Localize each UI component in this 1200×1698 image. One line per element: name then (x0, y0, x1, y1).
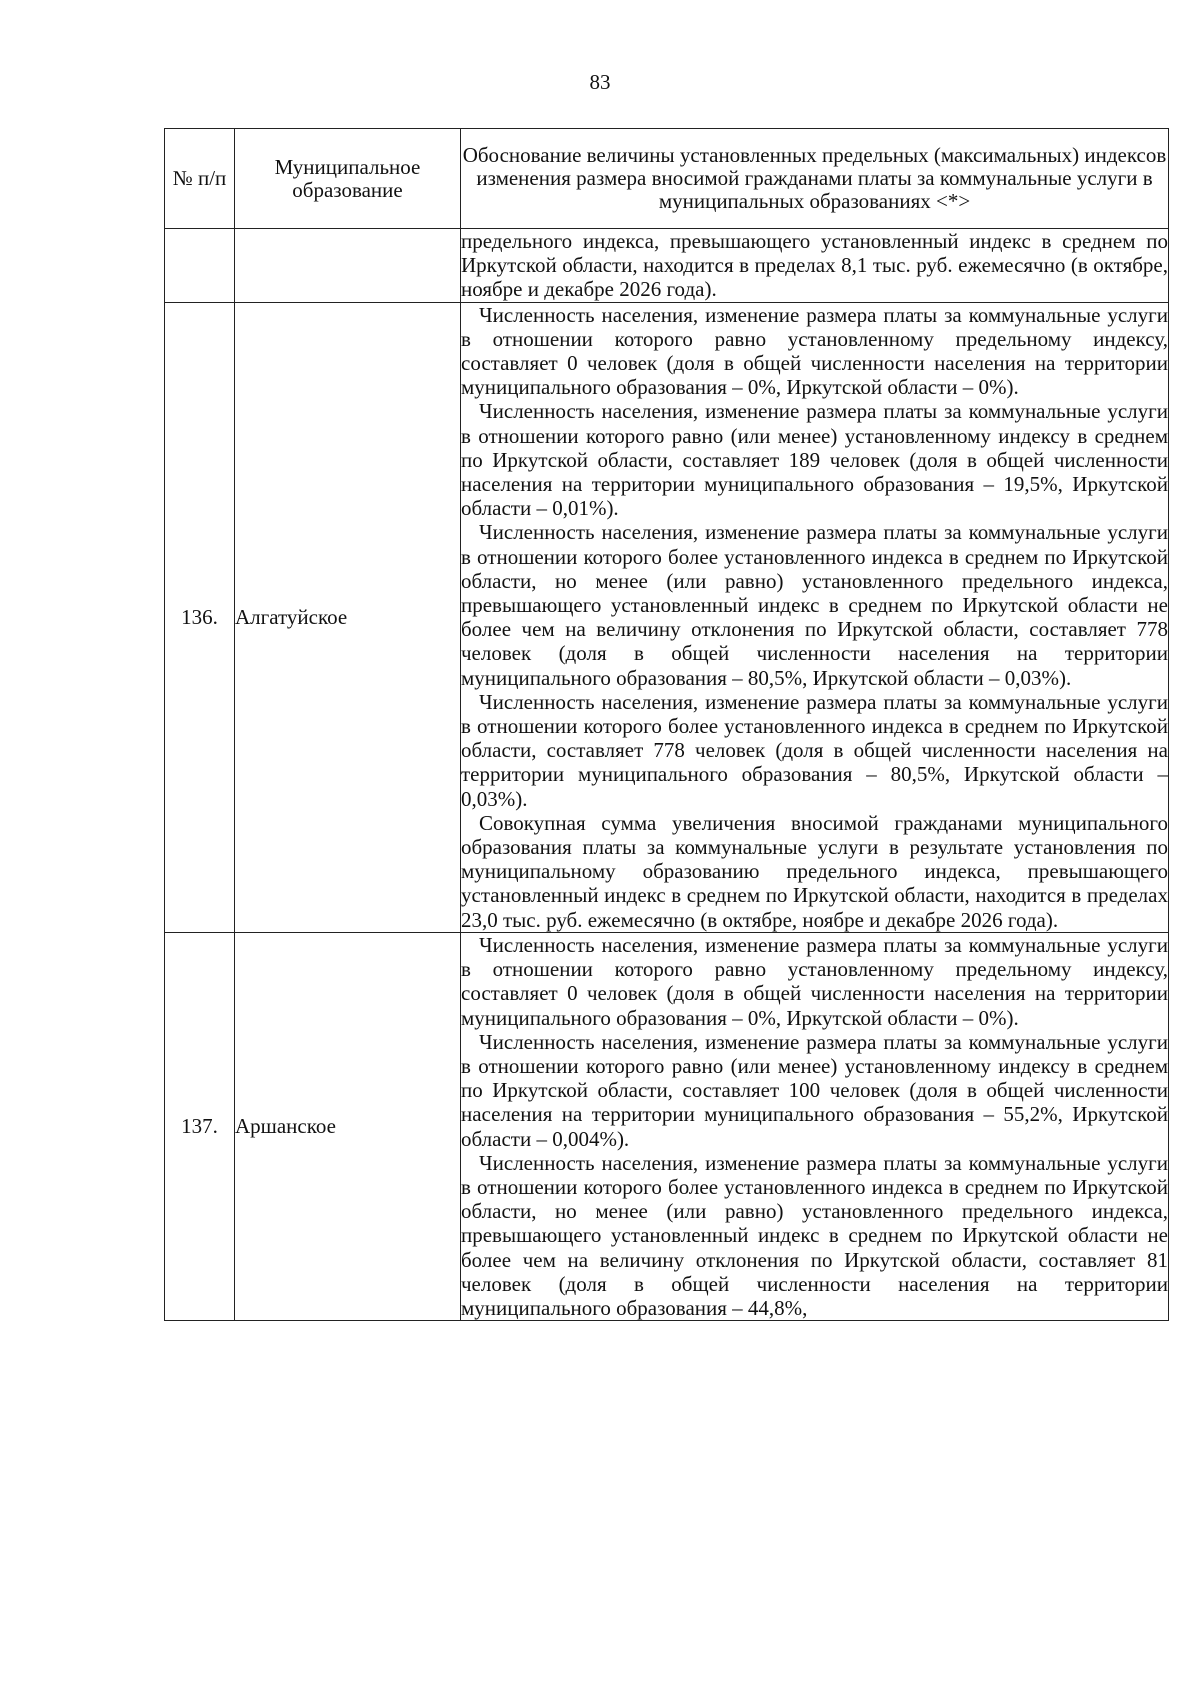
justification-paragraph: Численность населения, изменение размера платы за коммунальные услуги в отношении которого более установленного индекса в среднем по Иркутской области, составляет 778 человек (доля в общей численности населения на территории муниципального образования – 80,5%, Иркутской области – 0,03%). (461, 689, 1168, 811)
row-justification (461, 932, 1169, 1320)
row-municipality: Аршанское (235, 932, 461, 1320)
page-number: 83 (589, 70, 611, 94)
justification-table (164, 128, 1169, 1321)
table-row (165, 932, 1169, 1320)
justification-paragraph: Численность населения, изменение размера платы за коммунальные услуги в отношении которого равно (или менее) установленному индексу в среднем по Иркутской области, составляет 100 человек (доля в общей численности населения на территории муниципального образования – 55,2%, Иркутской области – 0,004%). (461, 1029, 1168, 1151)
column-header-justification: Обоснование величины установленных предельных (максимальных) индексов изменения размера вносимой гражданами платы за коммунальные услуги в муниципальных образованиях <*> (461, 129, 1169, 229)
column-header-municipality: Муниципальное образование (235, 129, 461, 229)
row-municipality (235, 229, 461, 303)
justification-paragraph: Численность населения, изменение размера платы за коммунальные услуги в отношении которого более установленного индекса в среднем по Иркутской области, но менее (или равно) установленного предельного индекса, превышающего установленный индекс в среднем по Иркутской области не более чем на величину отклонения по Иркутской области, составляет 81 человек (доля в общей численности населения на территории муниципального образования – 44,8%, (461, 1150, 1168, 1320)
justification-paragraph: Численность населения, изменение размера платы за коммунальные услуги в отношении которого равно установленному предельному индексу, составляет 0 человек (доля в общей численности населения на территории муниципального образования – 0%, Иркутской области – 0%). (461, 302, 1168, 400)
table-row (165, 302, 1169, 932)
row-justification (461, 302, 1169, 932)
column-header-number: № п/п (165, 129, 235, 229)
justification-paragraph: Совокупная сумма увеличения вносимой гражданами муниципального образования платы за коммунальные услуги в результате установления по муниципальному образованию предельного индекса, превышающего установленный индекс в среднем по Иркутской области, находится в пределах 23,0 тыс. руб. ежемесячно (в октябре, ноябре и декабре 2026 года). (461, 810, 1168, 932)
justification-paragraph: предельного индекса, превышающего установленный индекс в среднем по Иркутской области, находится в пределах 8,1 тыс. руб. ежемесячно (в октябре, ноябре и декабре 2026 года). (461, 229, 1168, 302)
justification-paragraph: Численность населения, изменение размера платы за коммунальные услуги в отношении которого равно (или менее) установленному индексу в среднем по Иркутской области, составляет 189 человек (доля в общей численности населения на территории муниципального образования – 19,5%, Иркутской области – 0,01%). (461, 399, 1168, 521)
justification-paragraph: Численность населения, изменение размера платы за коммунальные услуги в отношении которого равно установленному предельному индексу, составляет 0 человек (доля в общей численности населения на территории муниципального образования – 0%, Иркутской области – 0%). (461, 932, 1168, 1030)
justification-paragraph: Численность населения, изменение размера платы за коммунальные услуги в отношении которого более установленного индекса в среднем по Иркутской области, но менее (или равно) установленного предельного индекса, превышающего установленный индекс в среднем по Иркутской области не более чем на величину отклонения по Иркутской области, составляет 778 человек (доля в общей численности населения на территории муниципального образования – 80,5%, Иркутской области – 0,03%). (461, 520, 1168, 690)
row-number: 136. (165, 302, 235, 932)
row-number: 137. (165, 932, 235, 1320)
row-municipality: Алгатуйское (235, 302, 461, 932)
row-justification (461, 229, 1169, 303)
table-header-row (165, 129, 1169, 229)
row-number (165, 229, 235, 303)
table-row (165, 229, 1169, 303)
